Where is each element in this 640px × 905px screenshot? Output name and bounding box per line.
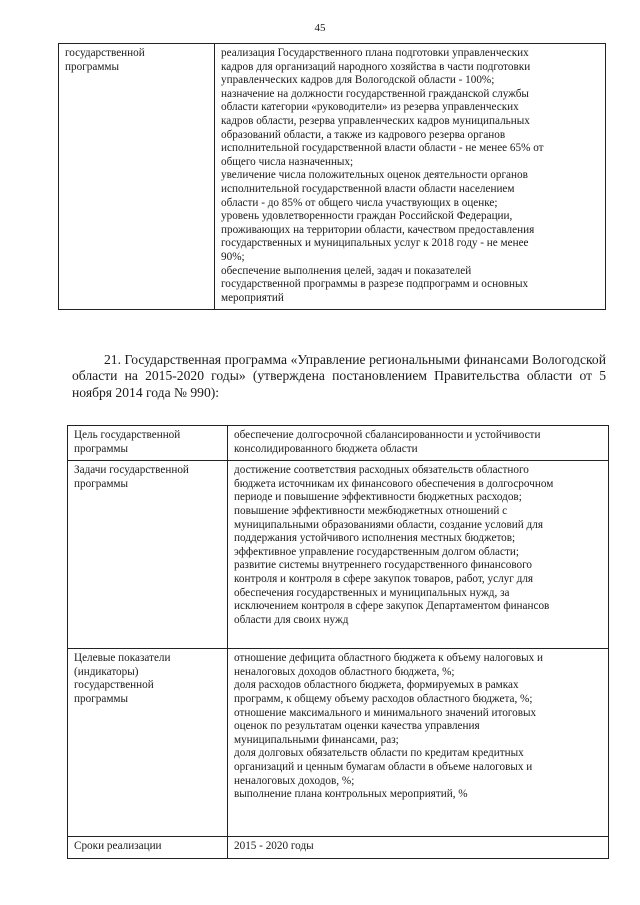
indicators-value: отношение дефицита областного бюджета к объему налоговых и неналоговых доходов областного бюджета, %; доля расходов областного бюджета, формируемых в рамках программ, к общему объему расходов областного бюджета, %; отношение максимального и минимального значений итоговых оценок по результатам оценки качества управления муниципальными финансами, раз; доля долговых обязательств области по кредитам кредитных организаций и ценным бумагам области в объеме налоговых и неналоговых доходов, %; выполнение плана контрольных мероприятий, % <box>234 652 543 801</box>
section-heading: 21. Государственная программа «Управление региональными финансами Вологодской области на 2015-2020 годы» (утверждена постановлением Правительства области от 5 ноября 2014 года № 990): <box>72 352 606 400</box>
row-label-cell <box>68 461 228 649</box>
table-row-period <box>68 837 609 859</box>
row-value-cell <box>228 461 609 649</box>
goal-label: Цель государственной программы <box>74 429 181 455</box>
tasks-label: Задачи государственной программы <box>74 464 189 490</box>
table-row-indicators <box>68 649 609 837</box>
tasks-value: достижение соответствия расходных обязательств областного бюджета источникам их финансового обеспечения в долгосрочном периоде и повышение эффективности бюджетных расходов; повышение эффективности межбюджетных отношений с муниципальными образованиями области, создание условий для поддержания устойчивого исполнения местных бюджетов; эффективное управление государственным долгом области; развитие системы внутреннего государственного финансового контроля и контроля в сфере закупок товаров, работ, услуг для обеспечения государственных и муниципальных нужд, за исключением контроля в сфере закупок Департаментом финансов области для своих нужд <box>234 464 554 626</box>
row-value-cell <box>215 44 606 310</box>
row-value-cell <box>228 426 609 461</box>
previous-program-table <box>58 43 606 310</box>
page-number: 45 <box>314 22 326 34</box>
row-label: государственной программы <box>65 47 145 73</box>
row-label-cell <box>68 426 228 461</box>
row-value: реализация Государственного плана подготовки управленческих кадров для организаций народного хозяйства в части подготовки управленческих кадров для Вологодской области - 100%; назначение на должности государственной гражданской службы области категории «руководители» из резерва управленческих кадров области, резерва управленческих кадров муниципальных образований области, а также из кадрового резерва органов исполнительной государственной власти области - не менее 65% от общего числа назначенных; увеличение числа положительных оценок деятельности органов исполнительной государственной власти области населением области - до 85% от общего числа участвующих в оценке; уровень удовлетворенности граждан Российской Федерации, проживающих на территории области, качеством предоставления государственных и муниципальных услуг к 2018 году - не менее 90%; обеспечение выполнения целей, задач и показателей государственной программы в разрезе подпрограмм и основных мероприятий <box>221 47 544 304</box>
row-value-cell <box>228 837 609 859</box>
table-row <box>59 44 606 310</box>
row-label-cell <box>68 649 228 837</box>
period-value: 2015 - 2020 годы <box>234 840 314 853</box>
indicators-label: Целевые показатели (индикаторы) государственной программы <box>74 652 171 705</box>
row-label-cell <box>59 44 215 310</box>
row-label-cell <box>68 837 228 859</box>
program-passport-table <box>67 425 609 859</box>
table-row-tasks <box>68 461 609 649</box>
row-value-cell <box>228 649 609 837</box>
period-label: Сроки реализации <box>74 840 162 853</box>
goal-value: обеспечение долгосрочной сбалансированности и устойчивости консолидированного бюджета области <box>234 429 541 455</box>
table-row-goal <box>68 426 609 461</box>
